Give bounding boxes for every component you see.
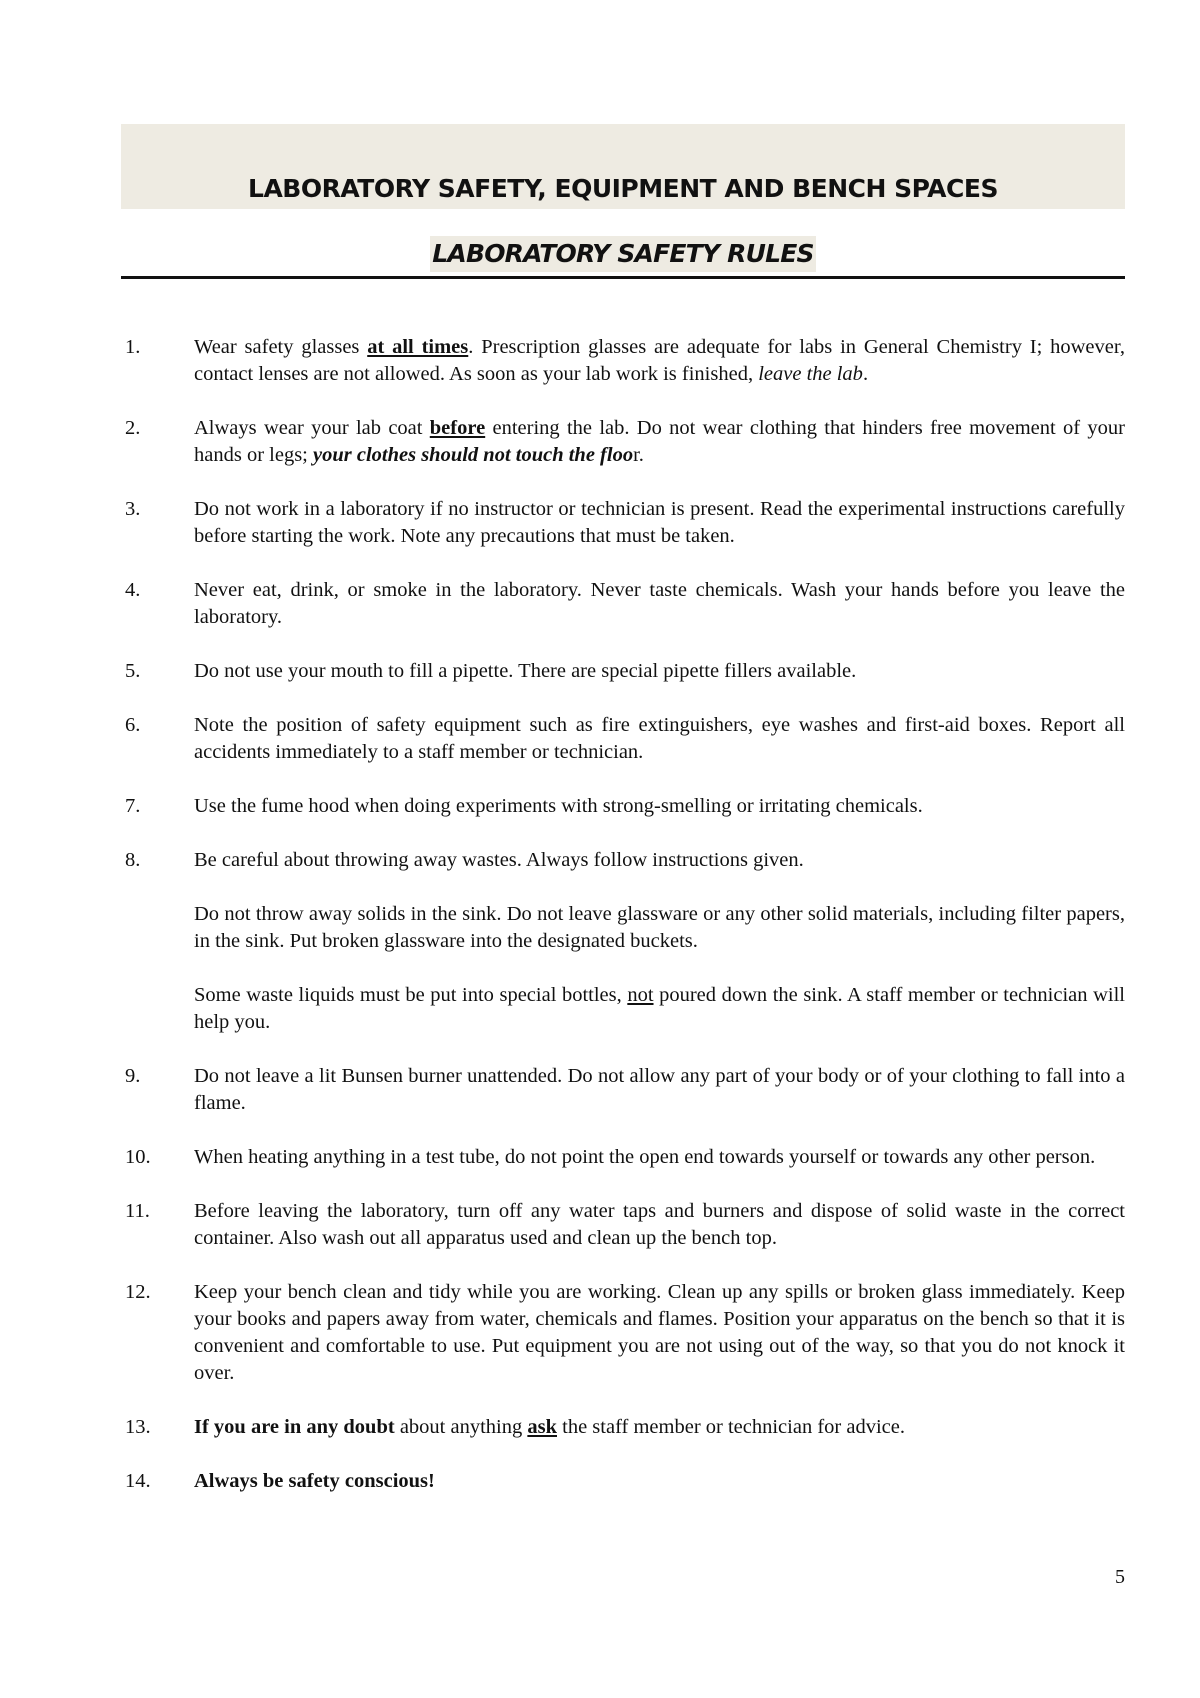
- rule-2: [121, 415, 1125, 469]
- rule-number: 2.: [125, 417, 141, 439]
- rule-emphasis: before: [429, 417, 486, 439]
- rule-text-segment: the staff member or technician for advice.: [557, 1416, 905, 1438]
- rule-text-segment: Keep your bench clean and tidy while you are working. Clean up any spills or broken glass immediately. Keep your books and papers away from water, chemicals and flames. Position your apparatus on the bench so that it is convenient and comfortable to use. Put equipment you are not using out of the way, so that you do not knock it over.: [194, 1281, 1125, 1384]
- rule-text-segment: poured down the sink. A staff member or technician will help you.: [194, 984, 1125, 1033]
- rule-number: 8.: [125, 849, 141, 871]
- rule-text-segment: about anything: [394, 1416, 528, 1438]
- rule-10: [121, 1144, 1125, 1171]
- subtitle-wrapper: [121, 236, 1125, 272]
- rule-text: [194, 847, 1125, 874]
- rule-number: 1.: [125, 336, 141, 358]
- rule-text-segment: r.: [633, 444, 644, 466]
- rule-text: [194, 1279, 1125, 1387]
- rule-emphasis: Always be safety conscious!: [194, 1470, 435, 1492]
- rule-text-segment: Note the position of safety equipment such as fire extinguishers, eye washes and first-aid boxes. Report all accidents immediately to a staff member or technician.: [194, 714, 1125, 763]
- rule-number: 7.: [125, 795, 141, 817]
- rule-text: [194, 496, 1125, 550]
- rule-text: [194, 712, 1125, 766]
- rule-11: [121, 1198, 1125, 1252]
- rule-8: [121, 847, 1125, 1036]
- rule-text-segment: Do not use your mouth to fill a pipette. There are special pipette fillers available.: [194, 660, 857, 682]
- rule-text: [194, 658, 1125, 685]
- rule-text: [194, 1198, 1125, 1252]
- rule-text-segment: Never eat, drink, or smoke in the laboratory. Never taste chemicals. Wash your hands before you leave the laboratory.: [194, 579, 1125, 628]
- rule-number: 10.: [125, 1146, 151, 1168]
- rule-8-paragraph-3: [194, 982, 1125, 1036]
- rule-text-segment: When heating anything in a test tube, do not point the open end towards yourself or towards any other person.: [194, 1146, 1096, 1168]
- rule-text-segment: Always wear your lab coat: [194, 417, 430, 439]
- rule-emphasis: ask: [527, 1416, 557, 1438]
- rule-text-segment: Do not work in a laboratory if no instructor or technician is present. Read the experimental instructions carefully before starting the work. Note any precautions that must be taken.: [194, 498, 1125, 547]
- rule-text-segment: Some waste liquids must be put into special bottles,: [194, 984, 628, 1006]
- rule-8-paragraph-2: Do not throw away solids in the sink. Do not leave glassware or any other solid materials, including filter papers, in the sink. Put broken glassware into the designated buckets.: [194, 903, 1125, 952]
- rule-text: [194, 1414, 1125, 1441]
- rule-text-segment: .: [862, 363, 869, 385]
- rule-number: 3.: [125, 498, 141, 520]
- rule-text-segment: . Prescription glasses are adequate for labs in General Chemistry I; however, contact lenses are not allowed. As soon as your lab work is finished,: [194, 336, 1125, 385]
- rule-text: [194, 793, 1125, 820]
- rule-9: [121, 1063, 1125, 1117]
- rule-number: 13.: [125, 1416, 151, 1438]
- rule-4: [121, 577, 1125, 631]
- rule-text: [194, 334, 1125, 388]
- rule-number: 12.: [125, 1281, 151, 1303]
- rule-text-segment: entering the lab. Do not wear clothing that hinders free movement of your hands or legs;: [194, 417, 1125, 466]
- rule-14: [121, 1468, 1125, 1495]
- rule-12: [121, 1279, 1125, 1387]
- rule-text-segment: Be careful about throwing away wastes. Always follow instructions given.: [194, 849, 804, 871]
- rule-number: 5.: [125, 660, 141, 682]
- rule-1: [121, 334, 1125, 388]
- rule-number: 4.: [125, 579, 141, 601]
- page-number: 5: [1115, 1566, 1125, 1588]
- rule-number: 11.: [125, 1200, 150, 1222]
- rule-7: [121, 793, 1125, 820]
- rule-text: [194, 1144, 1125, 1171]
- rule-number: 6.: [125, 714, 141, 736]
- rule-text: [194, 577, 1125, 631]
- rule-text-segment: Wear safety glasses: [194, 336, 368, 358]
- rule-text: [194, 415, 1125, 469]
- rule-text-segment: Before leaving the laboratory, turn off any water taps and burners and dispose of solid waste in the correct container. Also wash out all apparatus used and clean up the bench top.: [194, 1200, 1125, 1249]
- rule-text: [194, 1063, 1125, 1117]
- rule-emphasis: If you are in any doubt: [194, 1416, 395, 1438]
- rule-number: 14.: [125, 1470, 151, 1492]
- rule-text-segment: Do not leave a lit Bunsen burner unattended. Do not allow any part of your body or of your clothing to fall into a flame.: [194, 1065, 1125, 1114]
- rule-emphasis: leave the lab: [758, 363, 863, 385]
- rule-number: 9.: [125, 1065, 141, 1087]
- rule-text-segment: Use the fume hood when doing experiments with strong-smelling or irritating chemicals.: [194, 795, 923, 817]
- rule-3: [121, 496, 1125, 550]
- safety-rules-list: [121, 334, 1125, 1495]
- rule-6: [121, 712, 1125, 766]
- page-title: LABORATORY SAFETY, EQUIPMENT AND BENCH SPACES: [248, 174, 998, 203]
- rule-13: [121, 1414, 1125, 1441]
- rule-emphasis: not: [627, 984, 654, 1006]
- rule-text: [194, 1468, 1125, 1495]
- section-subtitle: LABORATORY SAFETY RULES: [430, 236, 815, 272]
- horizontal-rule: [121, 276, 1125, 279]
- rule-emphasis: your clothes should not touch the floo: [313, 444, 634, 466]
- rule-emphasis: at all times: [367, 336, 469, 358]
- rule-5: [121, 658, 1125, 685]
